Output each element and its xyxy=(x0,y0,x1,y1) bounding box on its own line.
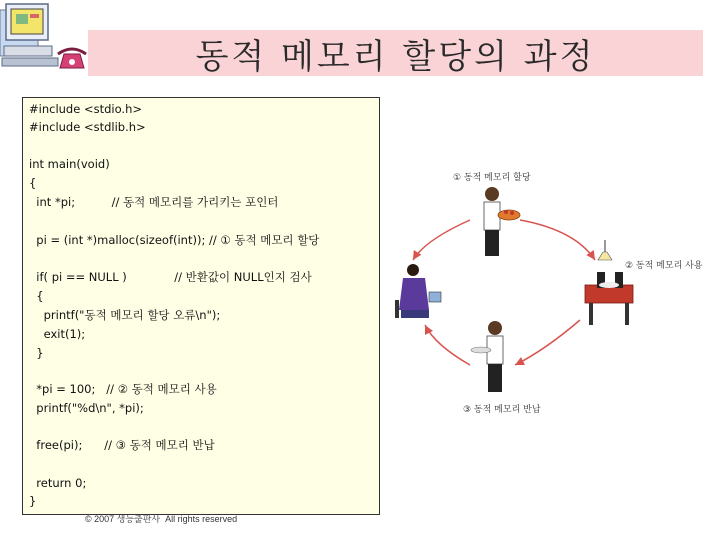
arrow-return-1 xyxy=(515,320,580,365)
label-allocate: ① 동적 메모리 할당 xyxy=(453,173,531,183)
customer-icon xyxy=(395,264,441,318)
code-line: { xyxy=(29,176,37,190)
code-line: } xyxy=(29,494,37,508)
arrow-use xyxy=(520,220,595,260)
code-line: } xyxy=(29,346,44,360)
code-line: int *pi; // 동적 메모리를 가리키는 포인터 xyxy=(29,195,279,209)
code-line: free(pi); // ③ 동적 메모리 반납 xyxy=(29,438,215,452)
code-line: *pi = 100; // ② 동적 메모리 사용 xyxy=(29,382,217,396)
code-box xyxy=(22,97,380,515)
code-line: if( pi == NULL ) // 반환값이 NULL인지 검사 xyxy=(29,270,312,284)
code-line: #include <stdlib.h> xyxy=(29,120,146,134)
code-line: return 0; xyxy=(29,476,87,490)
waiter-allocating-icon xyxy=(484,187,520,256)
code-line: { xyxy=(29,289,44,303)
code-line: pi = (int *)malloc(sizeof(int)); // ① 동적 메모리 할당 xyxy=(29,233,320,247)
dining-table-icon xyxy=(585,240,633,325)
code-line: printf("%d\n", *pi); xyxy=(29,401,144,415)
arrow-allocate xyxy=(413,220,470,260)
arrow-return-2 xyxy=(425,325,470,365)
page-title: 동적 메모리 할당의 과정 xyxy=(195,36,596,77)
code-line: printf("동적 메모리 할당 오류\n"); xyxy=(29,308,221,322)
copyright-footer: © 2007 생능출판사 All rights reserved xyxy=(85,514,238,524)
computer-phone-logo xyxy=(0,0,90,80)
code-line: int main(void) xyxy=(29,157,110,171)
memory-cycle-illustration xyxy=(385,160,705,430)
title-bar xyxy=(88,30,703,76)
code-line: #include <stdio.h> xyxy=(29,102,143,116)
code-line: exit(1); xyxy=(29,327,86,341)
waiter-returning-icon xyxy=(471,321,503,392)
label-return: ③ 동적 메모리 반납 xyxy=(463,405,541,415)
label-use: ② 동적 메모리 사용 xyxy=(625,261,703,271)
